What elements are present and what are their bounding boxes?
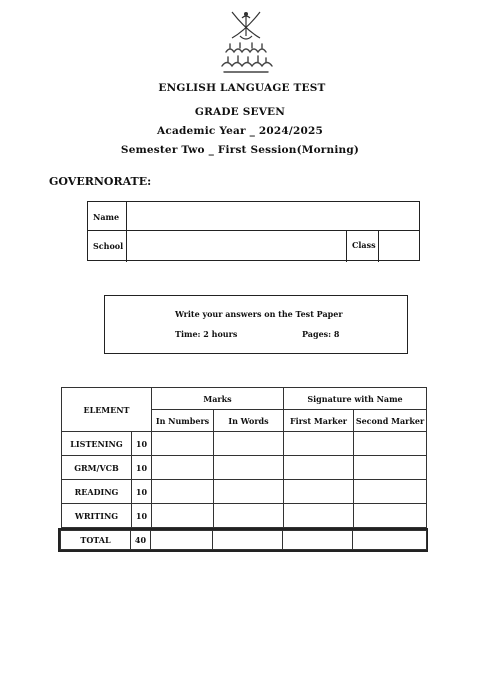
- total-in-numbers-cell[interactable]: [151, 531, 213, 550]
- session-title: Semester Two _ First Session(Morning): [120, 144, 360, 156]
- pages-label: Pages: 8: [302, 329, 340, 339]
- total-second-marker-cell[interactable]: [353, 531, 427, 550]
- class-field[interactable]: [379, 232, 419, 261]
- marks-in-words-cell[interactable]: [214, 456, 284, 480]
- school-field[interactable]: [127, 232, 345, 261]
- table-row: [62, 432, 427, 456]
- max-mark: 10: [132, 480, 152, 504]
- element-name: LISTENING: [62, 432, 132, 456]
- total-max-mark: 40: [131, 531, 151, 550]
- first-marker-header: First Marker: [284, 410, 354, 432]
- table-row: [62, 480, 427, 504]
- marks-in-words-cell[interactable]: [214, 432, 284, 456]
- max-mark: 10: [132, 456, 152, 480]
- marks-table: [61, 387, 427, 528]
- signature-header: Signature with Name: [284, 388, 427, 410]
- total-table: [60, 530, 427, 550]
- total-row: [61, 531, 427, 550]
- element-name: READING: [62, 480, 132, 504]
- name-field[interactable]: [127, 203, 419, 230]
- table-row: [62, 504, 427, 528]
- max-mark: 10: [132, 432, 152, 456]
- class-divider-left: [346, 231, 347, 262]
- svg-text:سلطنة عُمان وزارة التربية والت: سلطنة عُمان وزارة التربية والتعليم: [218, 8, 233, 9]
- marks-in-numbers-cell[interactable]: [152, 456, 214, 480]
- ministry-emblem: [218, 8, 274, 76]
- in-words-header: In Words: [214, 410, 284, 432]
- total-first-marker-cell[interactable]: [283, 531, 353, 550]
- marks-header: Marks: [152, 388, 284, 410]
- governorate-label: GOVERNORATE:: [49, 175, 152, 188]
- table-row: [62, 456, 427, 480]
- first-marker-cell[interactable]: [284, 456, 354, 480]
- marks-in-numbers-cell[interactable]: [152, 432, 214, 456]
- time-label: Time: 2 hours: [175, 329, 238, 339]
- instructions-box: [104, 295, 408, 354]
- second-marker-header: Second Marker: [354, 410, 427, 432]
- total-in-words-cell[interactable]: [213, 531, 283, 550]
- academic-year: Academic Year _ 2024/2025: [157, 125, 323, 137]
- oman-khanjar-emblem-icon: [218, 8, 274, 76]
- test-title: ENGLISH LANGUAGE TEST: [158, 82, 326, 94]
- marks-in-words-cell[interactable]: [214, 504, 284, 528]
- grade-title: GRADE SEVEN: [194, 106, 286, 118]
- student-info-box: [87, 201, 420, 261]
- in-numbers-header: In Numbers: [152, 410, 214, 432]
- first-marker-cell[interactable]: [284, 480, 354, 504]
- first-marker-cell[interactable]: [284, 432, 354, 456]
- instructions-line: Write your answers on the Test Paper: [175, 309, 343, 319]
- total-label: TOTAL: [61, 531, 131, 550]
- first-marker-cell[interactable]: [284, 504, 354, 528]
- total-row-box: [58, 528, 428, 552]
- marks-in-words-cell[interactable]: [214, 480, 284, 504]
- marks-in-numbers-cell[interactable]: [152, 504, 214, 528]
- name-label: Name: [93, 212, 120, 222]
- second-marker-cell[interactable]: [354, 480, 427, 504]
- class-label: Class: [352, 240, 376, 250]
- second-marker-cell[interactable]: [354, 504, 427, 528]
- element-header: ELEMENT: [62, 388, 152, 432]
- element-name: GRM/VCB: [62, 456, 132, 480]
- school-label: School: [93, 241, 124, 251]
- marks-in-numbers-cell[interactable]: [152, 480, 214, 504]
- second-marker-cell[interactable]: [354, 432, 427, 456]
- second-marker-cell[interactable]: [354, 456, 427, 480]
- max-mark: 10: [132, 504, 152, 528]
- element-name: WRITING: [62, 504, 132, 528]
